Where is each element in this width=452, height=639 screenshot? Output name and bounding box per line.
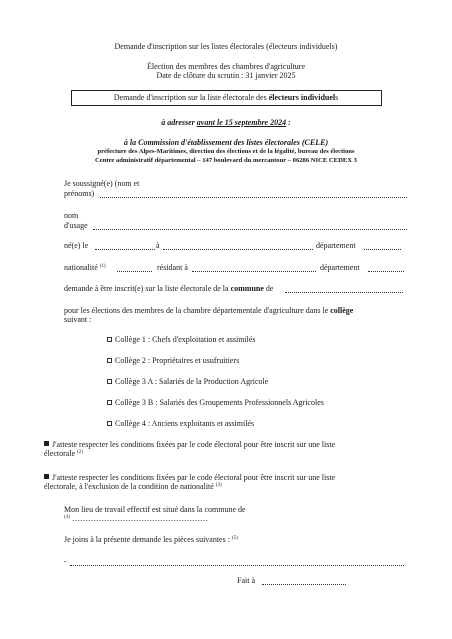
residence-department-field[interactable]	[368, 271, 404, 272]
birth-place-field[interactable]	[163, 249, 313, 250]
soussigne-label-2: prénoms)	[64, 189, 95, 198]
elections-prefix: pour les élections des membres de la chambre départementale d'agriculture dans le	[64, 306, 331, 315]
nationality-label	[64, 263, 106, 273]
attestation-1-line-1[interactable]	[44, 440, 335, 450]
box-title-prefix: Demande d'inscription sur la liste électorale des	[113, 93, 269, 102]
request-commune: commune	[230, 284, 264, 293]
documents-label	[64, 535, 238, 545]
checkbox-icon[interactable]	[44, 441, 49, 446]
birth-date-field[interactable]	[95, 249, 155, 250]
birth-date-label: né(e) le	[64, 241, 89, 250]
commune-field[interactable]	[285, 292, 403, 293]
attestation-1-text: J'atteste respecter les conditions fixées par le code électoral pour être inscrit sur une liste	[52, 440, 336, 449]
attestation-1-line-2	[44, 449, 83, 459]
residence-field[interactable]	[192, 271, 316, 272]
form-title: Demande d'inscription sur les listes électorales (électeurs individuels)	[114, 42, 338, 51]
residence-department-label: département	[320, 263, 360, 272]
box-title	[0, 93, 452, 103]
request-prefix: demande à être inscrit(e) sur la liste électorale de la	[64, 284, 231, 293]
signed-at-field[interactable]	[262, 584, 346, 585]
nom-usage-label-2: d'usage	[64, 221, 88, 230]
attestation-2-line-2	[44, 482, 222, 492]
college-option-2[interactable]	[107, 356, 239, 366]
college-option-4[interactable]	[107, 419, 254, 429]
college-label-2: Collège 2 : Propriétaires et usufruitiers	[115, 356, 240, 365]
attestation-1-text-2: électorale	[44, 449, 76, 458]
nationality-field[interactable]	[117, 271, 152, 272]
nationality-text: nationalité	[64, 263, 98, 272]
deadline: avant le 15 septembre 2024	[196, 118, 287, 127]
name-field[interactable]	[100, 197, 407, 198]
note-1-ref: (1)	[99, 264, 106, 269]
college-label-4: Collège 4 : Anciens exploitants et assimilés	[115, 419, 255, 428]
usage-name-field[interactable]	[93, 229, 407, 230]
birth-place-label: à	[156, 241, 160, 250]
election-name: Élection des membres des chambres d'agriculture	[146, 62, 306, 71]
box-title-bold: électeurs individuel	[268, 93, 336, 102]
elections-college: collège	[330, 306, 354, 315]
note-5-ref: (5)	[231, 536, 238, 541]
closing-date: Date de clôture du scrutin : 31 janvier 2025	[156, 71, 296, 80]
checkbox-icon[interactable]	[107, 400, 112, 405]
checkbox-icon[interactable]	[107, 358, 112, 363]
note-2-ref: (2)	[77, 450, 83, 455]
residence-label: résidant à	[157, 263, 188, 272]
soussigne-label-1: Je soussigné(e) (nom et	[64, 179, 140, 188]
attestation-2-text-2: électorale, à l'exclusion de la condition de nationalité	[44, 482, 214, 491]
birth-department-field[interactable]	[364, 249, 401, 250]
checkbox-icon[interactable]	[107, 337, 112, 342]
college-option-3a[interactable]	[107, 377, 268, 387]
request-line	[64, 284, 273, 294]
prefecture-line: préfecture des Alpes-Maritimes, direction des élections et de la légalité, bureau des élections	[97, 148, 355, 155]
documents-field[interactable]	[70, 565, 404, 566]
checkbox-icon[interactable]	[107, 421, 112, 426]
centre-line: Centre administratif départemental – 147 boulevard du mercantour – 06286 NICE CEDEX 3	[95, 157, 357, 164]
signed-at-label: Fait à	[237, 576, 255, 585]
send-to-prefix: à adresser	[161, 118, 197, 127]
documents-text: Je joins à la présente demande les pièces suivantes :	[64, 535, 230, 544]
workplace-field[interactable]	[64, 514, 208, 524]
workplace-dots: ……………………………………………	[71, 514, 208, 523]
elections-line-2: suivant :	[64, 315, 92, 324]
note-4-ref: (4)	[64, 515, 70, 520]
send-to-suffix: :	[286, 118, 291, 127]
college-option-3b[interactable]	[107, 398, 324, 408]
college-option-1[interactable]	[107, 335, 256, 345]
elections-line-1	[64, 306, 353, 316]
box-title-suffix: s	[335, 93, 339, 102]
send-to-line	[0, 118, 452, 128]
college-label-1: Collège 1 : Chefs d'exploitation et assimilés	[115, 335, 256, 344]
attestation-2-text: J'atteste respecter les conditions fixées par le code électoral pour être inscrit sur une liste	[52, 473, 336, 482]
documents-dash: -	[64, 557, 67, 566]
nom-usage-label-1: nom	[64, 211, 79, 220]
checkbox-icon[interactable]	[44, 474, 49, 479]
note-3-ref: (3)	[215, 483, 222, 488]
workplace-label: Mon lieu de travail effectif est situé dans la commune de	[64, 505, 246, 514]
college-label-3a: Collège 3 A : Salariés de la Production Agricole	[115, 377, 269, 386]
birth-department-label: département	[316, 241, 356, 250]
commission-name: à la Commission d'établissement des listes électorales (CELE)	[123, 138, 329, 147]
request-suffix: de	[263, 284, 274, 293]
college-label-3b: Collège 3 B : Salariés des Groupements Professionnels Agricoles	[115, 398, 324, 407]
checkbox-icon[interactable]	[107, 379, 112, 384]
